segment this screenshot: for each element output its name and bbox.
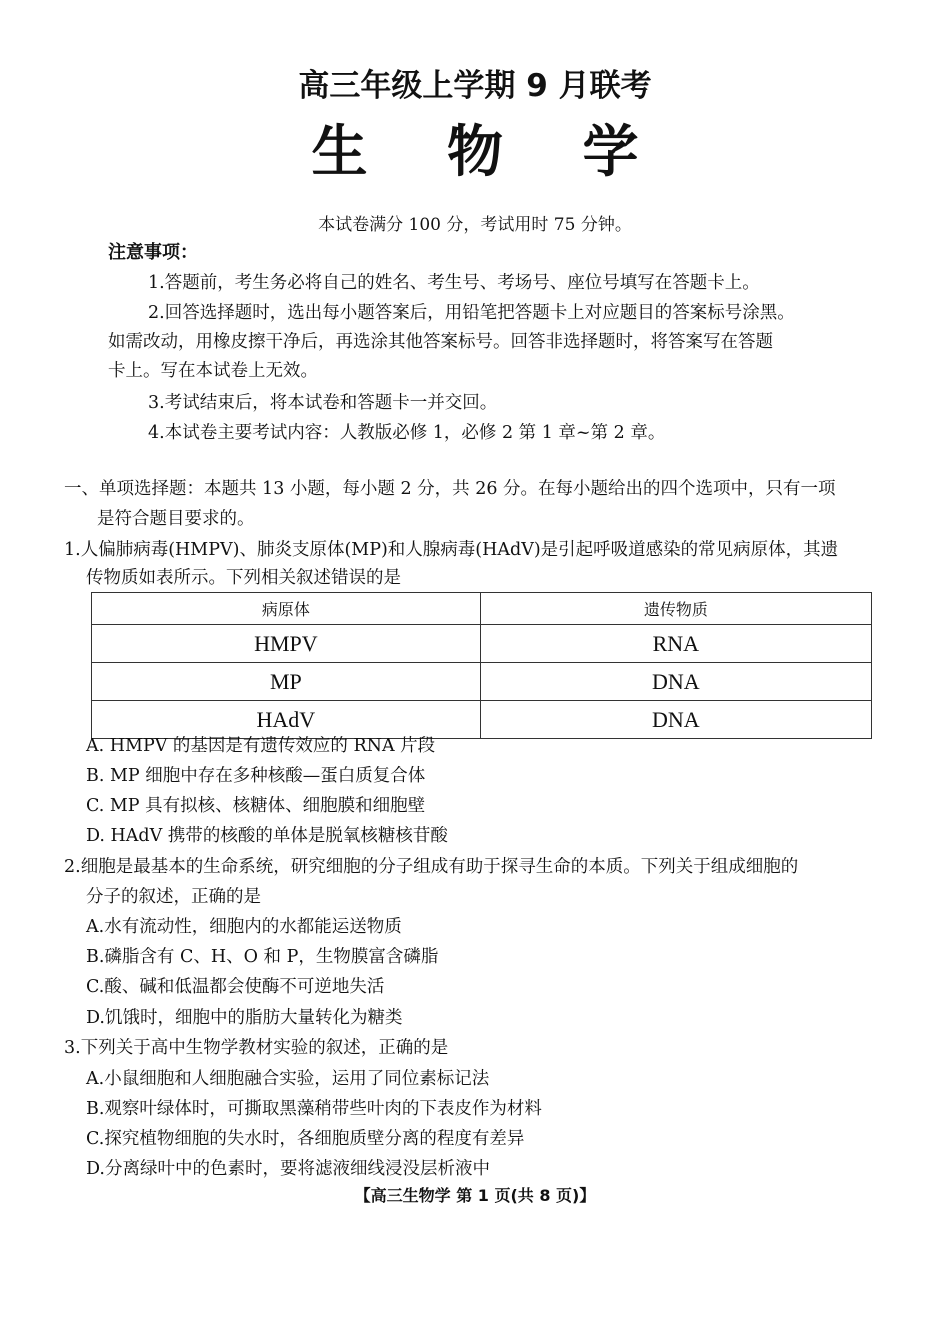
q1-stem: 1.人偏肺病毒(HMPV)、肺炎支原体(MP)和人腺病毒(HAdV)是引起呼吸道感染的常见病原体，其遗 — [64, 540, 839, 560]
table-row — [92, 625, 872, 663]
note-line: 4.本试卷主要考试内容：人教版必修 1，必修 2 第 1 章~第 2 章。 — [148, 423, 666, 443]
table-cell: RNA — [480, 625, 871, 663]
note-line: 卡上。写在本试卷上无效。 — [108, 361, 318, 381]
q2-stem-cont: 分子的叙述，正确的是 — [86, 887, 261, 907]
table-header: 遗传物质 — [480, 593, 871, 625]
q3-option-b: B.观察叶绿体时，可撕取黑藻稍带些叶肉的下表皮作为材料 — [86, 1099, 542, 1119]
section-heading-cont: 是符合题目要求的。 — [97, 509, 255, 529]
page-footer: 【高三生物学 第 1 页(共 8 页)】 — [354, 1186, 596, 1205]
table-cell: HAdV — [92, 701, 481, 739]
note-line: 1.答题前，考生务必将自己的姓名、考生号、考场号、座位号填写在答题卡上。 — [148, 273, 760, 293]
q1-option-c: C. MP 具有拟核、核糖体、细胞膜和细胞壁 — [86, 796, 426, 816]
q2-option-c: C.酸、碱和低温都会使酶不可逆地失活 — [86, 977, 385, 997]
table-row — [92, 663, 872, 701]
pathogen-table — [91, 592, 872, 739]
q3-option-c: C.探究植物细胞的失水时，各细胞质壁分离的程度有差异 — [86, 1129, 525, 1149]
q1-option-a: A. HMPV 的基因是有遗传效应的 RNA 片段 — [86, 736, 436, 756]
note-line: 3.考试结束后，将本试卷和答题卡一并交回。 — [148, 393, 498, 413]
table-cell: HMPV — [92, 625, 481, 663]
table-cell: MP — [92, 663, 481, 701]
q2-option-d: D.饥饿时，细胞中的脂肪大量转化为糖类 — [86, 1008, 403, 1028]
q2-option-a: A.水有流动性，细胞内的水都能运送物质 — [86, 917, 402, 937]
q1-option-d: D. HAdV 携带的核酸的单体是脱氧核糖核苷酸 — [86, 826, 448, 846]
q3-option-a: A.小鼠细胞和人细胞融合实验，运用了同位素标记法 — [86, 1069, 490, 1089]
exam-title: 高三年级上学期 9 月联考 — [298, 68, 652, 104]
note-line: 2.回答选择题时，选出每小题答案后，用铅笔把答题卡上对应题目的答案标号涂黑。 — [148, 303, 795, 323]
table-cell: DNA — [480, 663, 871, 701]
section-heading: 一、单项选择题：本题共 13 小题，每小题 2 分，共 26 分。在每小题给出的四个选项中，只有一项 — [64, 479, 836, 499]
exam-intro: 本试卷满分 100 分，考试用时 75 分钟。 — [318, 215, 632, 235]
notes-heading: 注意事项： — [108, 242, 198, 263]
q1-stem-cont: 传物质如表所示。下列相关叙述错误的是 — [86, 568, 401, 588]
q3-option-d: D.分离绿叶中的色素时，要将滤液细线浸没层析液中 — [86, 1159, 490, 1179]
q2-option-b: B.磷脂含有 C、H、O 和 P，生物膜富含磷脂 — [86, 947, 439, 967]
q2-stem: 2.细胞是最基本的生命系统，研究细胞的分子组成有助于探寻生命的本质。下列关于组成细胞的 — [64, 857, 799, 877]
table-header: 病原体 — [92, 593, 481, 625]
subject-title: 生 物 学 — [311, 119, 669, 185]
table-cell: DNA — [480, 701, 871, 739]
note-line: 如需改动，用橡皮擦干净后，再选涂其他答案标号。回答非选择题时，将答案写在答题 — [108, 332, 773, 352]
q1-option-b: B. MP 细胞中存在多种核酸—蛋白质复合体 — [86, 766, 426, 786]
q3-stem: 3.下列关于高中生物学教材实验的叙述，正确的是 — [64, 1038, 449, 1058]
